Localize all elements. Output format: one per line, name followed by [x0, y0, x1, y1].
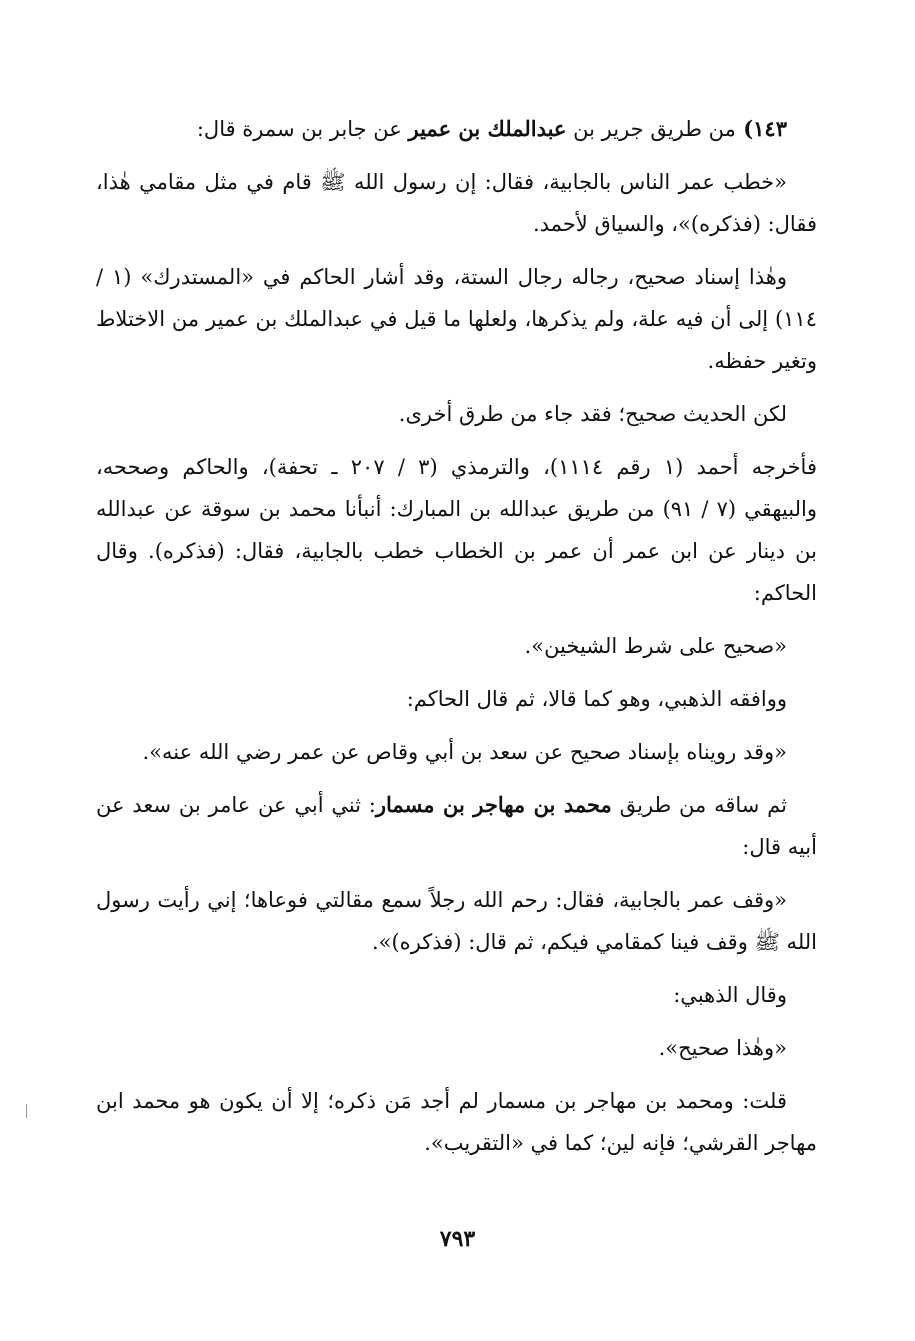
scan-mark [26, 1104, 27, 1118]
paragraph-chain: ثم ساقه من طريق محمد بن مهاجر بن مسمار: ثني أبي عن عامر بن سعد عن أبيه قال: [96, 792, 817, 859]
page-body [96, 108, 817, 1175]
paragraph-dhahabi-quote: «وهٰذا صحيح». [658, 1036, 787, 1060]
paragraph-jabiya-quote: «وقف عمر بالجابية، فقال: رحم الله رجلاً سمع مقالتي فوعاها؛ إني رأيت رسول الله ﷺ وقف فينا كمقامي فيكم، ثم قال: (فذكره)». [96, 888, 817, 954]
narrator-name: محمد بن مهاجر بن مسمار [375, 792, 612, 817]
narrator-name: عبدالملك بن عمير [408, 116, 567, 141]
paragraph-hakim-quote-2: «وقد رويناه بإسناد صحيح عن سعد بن أبي وقاص عن عمر رضي الله عنه». [142, 740, 787, 764]
paragraph-hakim-quote: «صحيح على شرط الشيخين». [524, 634, 787, 658]
paragraph-takhrij: فأخرجه أحمد (١ رقم ١١١٤)، والترمذي (٣ / ٢٠٧ ـ تحفة)، والحاكم وصححه، والبيهقي (٧ / ٩١) من طريق عبدالله بن المبارك: أنبأنا محمد بن سوقة عن عبدالله بن دينار عن ابن عمر أن عمر بن الخطاب خطب بالجابية، فقال: (فذكره). وقال الحاكم: [96, 455, 817, 605]
paragraph-author-note: قلت: ومحمد بن مهاجر بن مسمار لم أجد مَن ذكره؛ إلا أن يكون هو محمد ابن مهاجر القرشي؛ فإنه لين؛ كما في «التقريب». [96, 1089, 817, 1155]
paragraph-dhahabi-2: وقال الذهبي: [673, 983, 787, 1007]
paragraph-isnad: وهٰذا إسناد صحيح، رجاله رجال الستة، وقد أشار الحاكم في «المستدرك» (١ / ١١٤) إلى أن فيه علة، ولم يذكرها، ولعلها ما قيل في عبدالملك بن عمير من الاختلاط وتغير حفظه. [96, 265, 817, 373]
page-number: ٧٩٣ [439, 1226, 476, 1252]
hadith-number: ١٤٣) [735, 116, 787, 141]
paragraph-hadith-143: ١٤٣) من طريق جرير بن عبدالملك بن عمير عن جابر بن سمرة قال: [196, 116, 787, 141]
paragraph-sahih: لكن الحديث صحيح؛ فقد جاء من طرق أخرى. [398, 402, 787, 426]
paragraph-quote: «خطب عمر الناس بالجابية، فقال: إن رسول الله ﷺ قام في مثل مقامي هٰذا، فقال: (فذكره)»، والسياق لأحمد. [96, 170, 817, 236]
paragraph-dhahabi: ووافقه الذهبي، وهو كما قالا، ثم قال الحاكم: [406, 687, 787, 711]
